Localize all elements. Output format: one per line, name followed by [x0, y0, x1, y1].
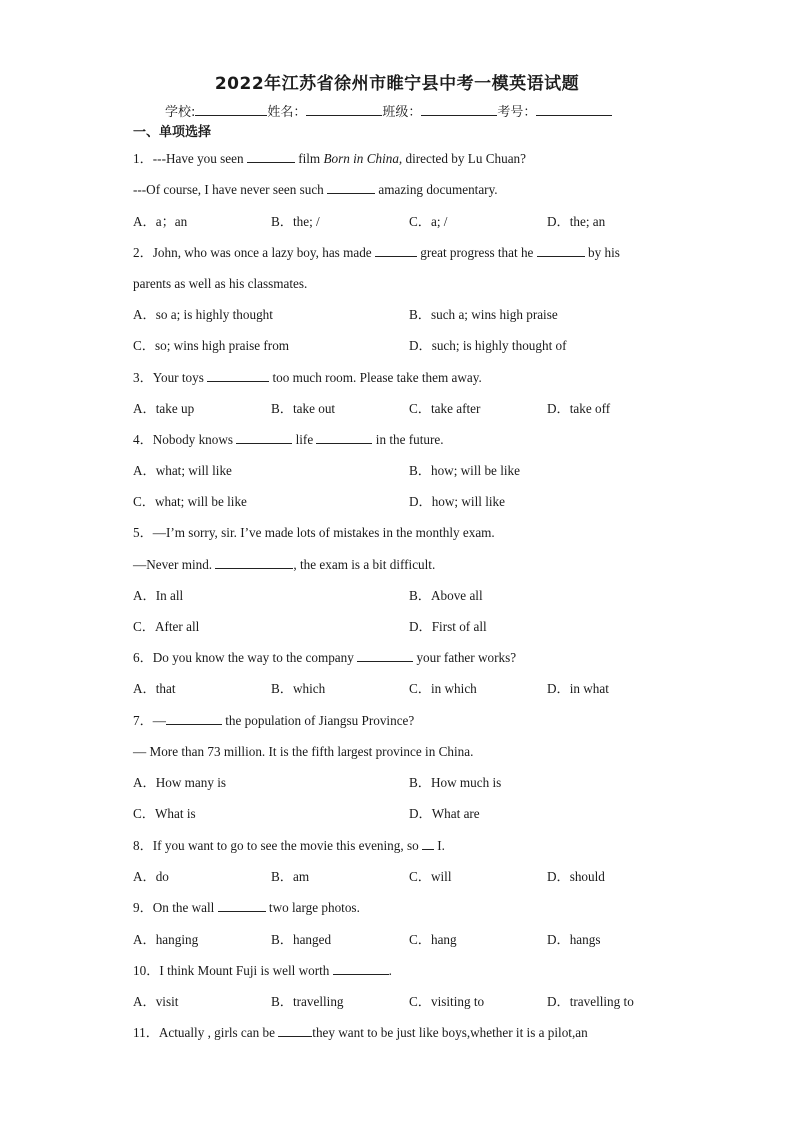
answer-blank[interactable] [316, 432, 372, 444]
question-6-line-1: 6．Do you know the way to the company your father works? [133, 650, 517, 665]
answer-blank[interactable] [327, 182, 375, 194]
option[interactable]: C．in which [409, 681, 477, 696]
question-1-line-2: ---Of course, I have never seen such amazing documentary. [133, 182, 498, 197]
option[interactable]: A．How many is [133, 775, 227, 790]
answer-blank[interactable] [537, 245, 585, 257]
question-4-line-1: 4．Nobody knows life in the future. [133, 432, 444, 447]
name-label: 姓名： [267, 105, 307, 120]
number-label: 考号： [497, 105, 537, 120]
option[interactable]: B．hanged [271, 932, 332, 947]
answer-blank[interactable] [247, 151, 295, 163]
option[interactable]: A．visit [133, 994, 179, 1009]
option[interactable]: C．so; wins high praise from [133, 338, 290, 353]
option[interactable]: C．take after [409, 401, 481, 416]
question-5-line-1: 5．—I’m sorry, sir. I’ve made lots of mistakes in the monthly exam. [133, 525, 495, 540]
option[interactable]: A．what; will like [133, 463, 232, 478]
class-blank[interactable] [421, 103, 497, 116]
option[interactable]: C．will [409, 869, 452, 884]
option[interactable]: D．travelling to [547, 994, 634, 1009]
option[interactable]: C．hang [409, 932, 457, 947]
option[interactable]: D．such; is highly thought of [409, 338, 567, 353]
answer-blank[interactable] [166, 713, 222, 725]
option[interactable]: C．a; / [409, 214, 448, 229]
option[interactable]: D．should [547, 869, 605, 884]
option[interactable]: A．In all [133, 588, 184, 603]
option[interactable]: B．the; / [271, 214, 320, 229]
question-2-line-1: 2．John, who was once a lazy boy, has made great progress that he by his [133, 245, 620, 260]
option[interactable]: C．After all [133, 619, 200, 634]
question-9-line-1: 9．On the wall two large photos. [133, 900, 360, 915]
class-label: 班级： [382, 105, 422, 120]
option[interactable]: A．a；an [133, 214, 188, 229]
question-11-line-1: 11．Actually , girls can be they want to be just like boys,whether it is a pilot,an [133, 1025, 588, 1040]
question-7-line-1: 7．— the population of Jiangsu Province? [133, 713, 415, 728]
option[interactable]: B．such a; wins high praise [409, 307, 558, 322]
option[interactable]: B．travelling [271, 994, 344, 1009]
question-5-line-2: —Never mind. , the exam is a bit difficult. [133, 557, 436, 572]
option[interactable]: D．First of all [409, 619, 487, 634]
page-title: 2022年江苏省徐州市睢宁县中考一模英语试题 [214, 74, 580, 94]
option[interactable]: A．that [133, 681, 176, 696]
answer-blank[interactable] [375, 245, 417, 257]
answer-blank[interactable] [422, 838, 434, 850]
option[interactable]: C．what; will be like [133, 494, 247, 509]
number-blank[interactable] [536, 103, 612, 116]
student-info-row [165, 101, 612, 120]
school-label: 学校: [165, 105, 196, 120]
answer-blank[interactable] [236, 432, 292, 444]
option[interactable]: D．the; an [547, 214, 606, 229]
option[interactable]: B．am [271, 869, 310, 884]
answer-blank[interactable] [207, 370, 269, 382]
name-blank[interactable] [306, 103, 382, 116]
option[interactable]: D．in what [547, 681, 609, 696]
question-10-line-1: 10．I think Mount Fuji is well worth . [133, 963, 392, 978]
option[interactable]: B．which [271, 681, 326, 696]
option[interactable]: B．take out [271, 401, 336, 416]
answer-blank[interactable] [215, 557, 293, 569]
answer-blank[interactable] [278, 1025, 312, 1037]
question-2-line-2: parents as well as his classmates. [133, 276, 308, 291]
option[interactable]: D．hangs [547, 932, 601, 947]
option[interactable]: B．Above all [409, 588, 483, 603]
option[interactable]: A．so a; is highly thought [133, 307, 273, 322]
option[interactable]: A．do [133, 869, 169, 884]
option[interactable]: D．take off [547, 401, 611, 416]
option[interactable]: C．What is [133, 806, 196, 821]
question-1-line-1: 1．---Have you seen film Born in China, directed by Lu Chuan? [133, 151, 527, 166]
option[interactable]: D．how; will like [409, 494, 505, 509]
question-8-line-1: 8．If you want to go to see the movie this evening, so I. [133, 838, 445, 853]
option[interactable]: C．visiting to [409, 994, 485, 1009]
option[interactable]: B．How much is [409, 775, 502, 790]
option[interactable]: D．What are [409, 806, 480, 821]
option[interactable]: B．how; will be like [409, 463, 520, 478]
question-7-line-2: — More than 73 million. It is the fifth largest province in China. [133, 744, 474, 759]
option[interactable]: A．take up [133, 401, 195, 416]
answer-blank[interactable] [333, 963, 389, 975]
school-blank[interactable] [195, 103, 267, 116]
section-heading: 一、单项选择 [133, 125, 212, 140]
answer-blank[interactable] [357, 650, 413, 662]
answer-blank[interactable] [218, 900, 266, 912]
question-3-line-1: 3．Your toys too much room. Please take them away. [133, 370, 482, 385]
option[interactable]: A．hanging [133, 932, 199, 947]
